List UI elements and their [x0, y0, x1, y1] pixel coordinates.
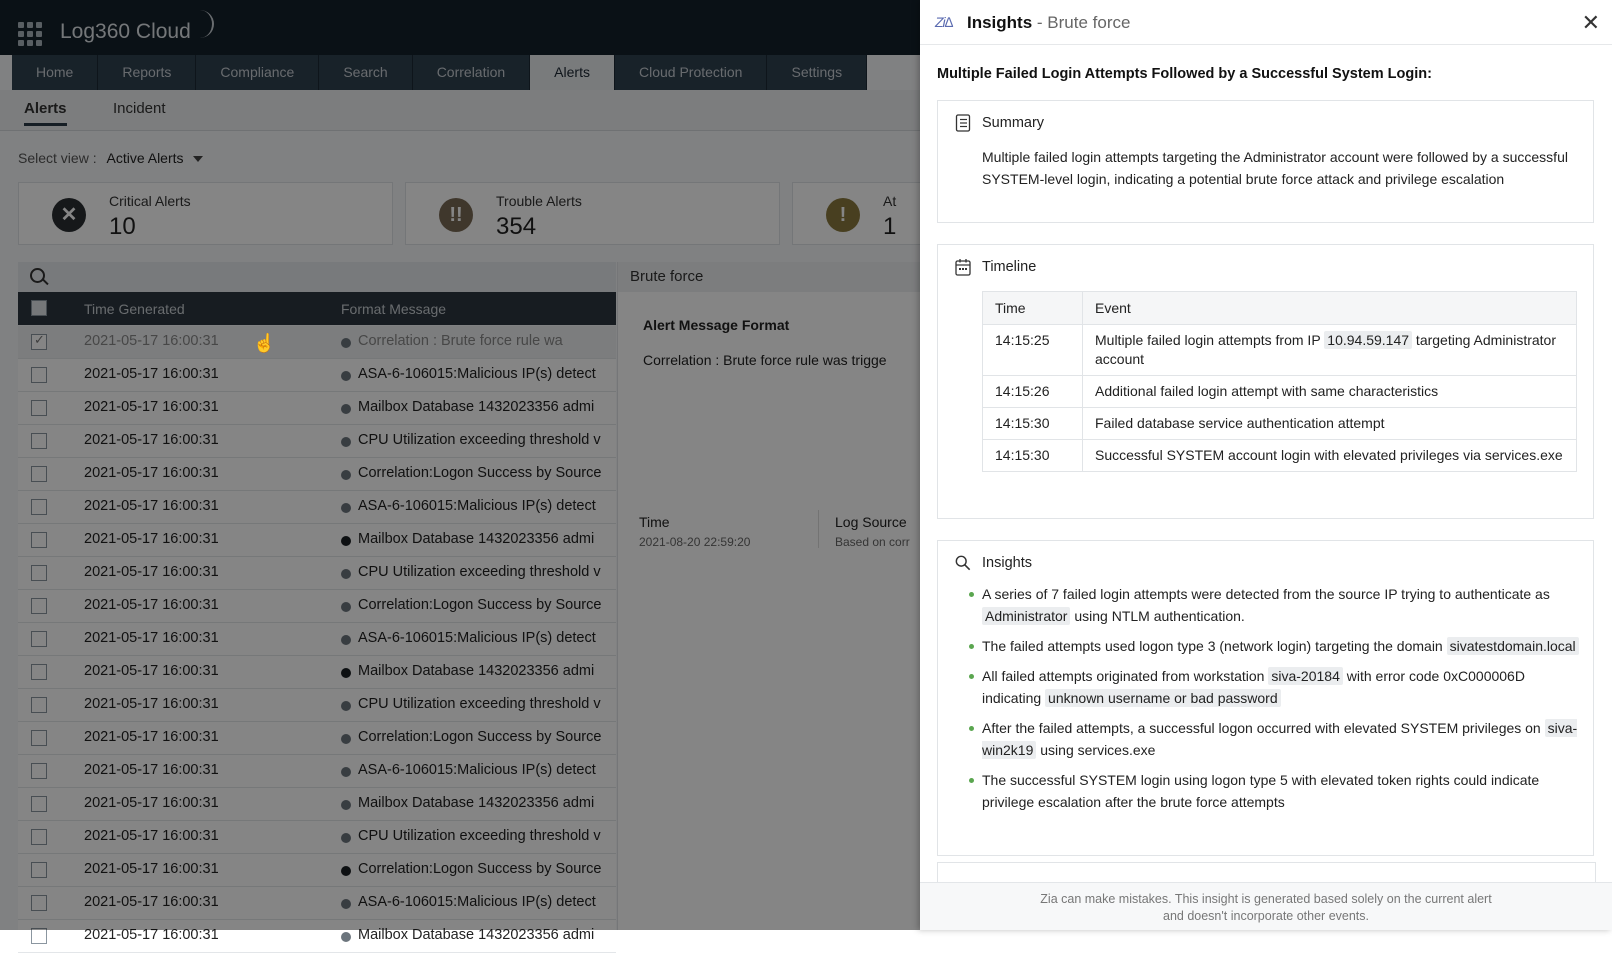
timeline-row — [983, 408, 1577, 440]
highlight-token: unknown username or bad password — [1045, 689, 1281, 707]
timeline-event — [1083, 325, 1577, 376]
summary-title: Summary — [982, 115, 1045, 131]
row-time: 2021-05-17 16:00:31 — [84, 333, 219, 349]
text-segment: targeting Administrator account — [1095, 332, 1557, 367]
row-message: CPU Utilization exceeding threshold v — [358, 696, 601, 712]
timeline-header-time: Time — [983, 292, 1083, 325]
card-count: 10 — [109, 213, 136, 240]
timeline-time: 14:15:30 — [983, 408, 1083, 440]
disclaimer-line-2: and doesn't incorporate other events. — [1163, 909, 1369, 923]
tab-alerts[interactable]: Alerts — [24, 100, 67, 126]
highlight-token: siva-win2k19 — [982, 720, 1578, 758]
row-time: 2021-05-17 16:00:31 — [84, 465, 219, 481]
row-message: Mailbox Database 1432023356 admi — [358, 399, 595, 415]
row-time: 2021-05-17 16:00:31 — [84, 729, 219, 745]
row-time: 2021-05-17 16:00:31 — [84, 630, 219, 646]
row-message: CPU Utilization exceeding threshold v — [358, 828, 601, 844]
highlight-token: Administrator — [982, 607, 1070, 625]
disclaimer-line-1: Zia can make mistakes. This insight is generated based solely on the current alert — [1040, 892, 1492, 906]
row-time: 2021-05-17 16:00:31 — [84, 564, 219, 580]
timeline-title: Timeline — [982, 259, 1037, 275]
row-message: ASA-6-106015:Malicious IP(s) detect — [358, 894, 596, 910]
detail-title: Brute force — [618, 262, 921, 292]
text-segment: After the failed attempts, a successful logon occurred with elevated SYSTEM privileges on — [982, 720, 1545, 736]
disclaimer-footer — [920, 882, 1612, 930]
alert-format-value: Correlation : Brute force rule was trigge — [643, 352, 887, 368]
insight-heading: Multiple Failed Login Attempts Followed by a Successful System Login: — [937, 66, 1432, 82]
insight-item — [982, 635, 1582, 657]
summary-section — [937, 100, 1594, 223]
text-segment: Multiple failed login attempts from IP — [1095, 332, 1325, 348]
text-segment: All failed attempts originated from workstation — [982, 668, 1269, 684]
row-message: ASA-6-106015:Malicious IP(s) detect — [358, 498, 596, 514]
timeline-table — [982, 291, 1577, 472]
nav-home[interactable]: Home — [12, 55, 98, 90]
text-segment: Additional failed login attempt with same characteristics — [1095, 383, 1439, 399]
timeline-time: 14:15:26 — [983, 376, 1083, 408]
row-message: Correlation:Logon Success by Source — [358, 465, 602, 481]
panel-title-main: Insights — [967, 13, 1033, 32]
row-checkbox[interactable] — [31, 928, 47, 944]
row-message: Mailbox Database 1432023356 admi — [358, 531, 595, 547]
timeline-row — [983, 440, 1577, 472]
text-segment: Successful SYSTEM account login with elevated privileges via services.exe — [1095, 447, 1563, 463]
timeline-event — [1083, 376, 1577, 408]
text-segment: with error code 0xC000006D indicating — [982, 668, 1525, 706]
panel-title-sub: - Brute force — [1036, 13, 1131, 32]
nav-alerts[interactable]: Alerts — [530, 55, 615, 90]
nav-settings[interactable]: Settings — [767, 55, 867, 90]
highlight-token: siva-20184 — [1268, 667, 1343, 685]
row-message: Mailbox Database 1432023356 admi — [358, 663, 595, 679]
highlight-token: sivatestdomain.local — [1447, 637, 1579, 655]
row-time: 2021-05-17 16:00:31 — [84, 663, 219, 679]
insights-title: Insights — [982, 555, 1032, 571]
exclamation-icon: ! — [826, 198, 860, 232]
row-time: 2021-05-17 16:00:31 — [84, 828, 219, 844]
insight-item — [982, 769, 1582, 813]
nav-compliance[interactable]: Compliance — [196, 55, 319, 90]
timeline-header-event: Event — [1083, 292, 1577, 325]
row-time: 2021-05-17 16:00:31 — [84, 696, 219, 712]
app-logo: Log360 Cloud — [60, 20, 191, 43]
severity-dot-icon — [341, 932, 351, 942]
tab-incident[interactable]: Incident — [113, 100, 166, 117]
insights-panel — [920, 0, 1612, 930]
insight-item — [982, 717, 1582, 761]
row-message: ASA-6-106015:Malicious IP(s) detect — [358, 762, 596, 778]
row-message: Correlation:Logon Success by Source — [358, 597, 602, 613]
summary-text: Multiple failed login attempts targeting the Administrator account were followed by a successful SYSTEM-level login, indicating a potential brute force attack and privilege escalation — [982, 149, 1568, 187]
timeline-row — [983, 325, 1577, 376]
timeline-event — [1083, 440, 1577, 472]
row-time: 2021-05-17 16:00:31 — [84, 432, 219, 448]
row-time: 2021-05-17 16:00:31 — [84, 597, 219, 613]
card-count: 1 — [883, 213, 897, 240]
card-label: Trouble Alerts — [496, 193, 582, 209]
row-time: 2021-05-17 16:00:31 — [84, 894, 219, 910]
insight-item — [982, 583, 1582, 627]
row-checkbox[interactable]: ✓ — [31, 334, 47, 350]
panel-title — [967, 13, 1130, 33]
insights-list — [982, 583, 1582, 821]
row-message: ASA-6-106015:Malicious IP(s) detect — [358, 630, 596, 646]
nav-cloud-protection[interactable]: Cloud Protection — [615, 55, 768, 90]
row-time: 2021-05-17 16:00:31 — [84, 531, 219, 547]
next-section-edge — [937, 862, 1596, 883]
card-count: 354 — [496, 213, 537, 240]
row-message: Correlation:Logon Success by Source — [358, 861, 602, 877]
row-message: Correlation:Logon Success by Source — [358, 729, 602, 745]
text-segment: The failed attempts used logon type 3 (network login) targeting the domain — [982, 638, 1447, 654]
time-value: 2021-08-20 22:59:20 — [639, 535, 751, 549]
select-view-value[interactable]: Active Alerts — [106, 150, 184, 166]
double-exclamation-icon: !! — [439, 198, 473, 232]
row-message: Mailbox Database 1432023356 admi — [358, 795, 595, 811]
text-segment: Failed database service authentication attempt — [1095, 415, 1385, 431]
text-segment: A series of 7 failed login attempts were detected from the source IP trying to authenticate as — [982, 586, 1550, 602]
row-message: Mailbox Database 1432023356 admi — [358, 927, 595, 943]
nav-correlation[interactable]: Correlation — [413, 55, 530, 90]
row-message: CPU Utilization exceeding threshold v — [358, 432, 601, 448]
nav-reports[interactable]: Reports — [98, 55, 196, 90]
row-time: 2021-05-17 16:00:31 — [84, 366, 219, 382]
card-label: At — [883, 193, 897, 209]
timeline-event — [1083, 408, 1577, 440]
row-message: CPU Utilization exceeding threshold v — [358, 564, 601, 580]
hand-cursor-icon: ☝ — [253, 333, 276, 353]
x-circle-icon: ✕ — [52, 198, 86, 232]
row-time: 2021-05-17 16:00:31 — [84, 795, 219, 811]
time-label: Time — [639, 514, 670, 530]
text-segment: using NTLM authentication. — [1070, 608, 1245, 624]
header-format-message[interactable]: Format Message — [341, 301, 447, 317]
log-source-value: Based on corr — [835, 535, 910, 549]
log-source-label: Log Source — [835, 514, 907, 530]
highlight-token: 10.94.59.147 — [1324, 331, 1412, 349]
search-icon — [955, 554, 971, 572]
alert-format-label: Alert Message Format — [643, 317, 790, 333]
zia-icon: Zi∆ — [935, 14, 953, 30]
document-icon — [955, 114, 971, 132]
insights-section — [937, 540, 1594, 856]
timeline-time: 14:15:30 — [983, 440, 1083, 472]
text-segment: The successful SYSTEM login using logon type 5 with elevated token rights could indicate privilege escalation after the brute force attempts — [982, 772, 1540, 810]
text-segment: using services.exe — [1036, 742, 1156, 758]
timeline-time: 14:15:25 — [983, 325, 1083, 376]
close-icon[interactable]: ✕ — [1581, 10, 1600, 35]
panel-header — [920, 0, 1612, 45]
timeline-section — [937, 244, 1594, 519]
timeline-row — [983, 376, 1577, 408]
card-label: Critical Alerts — [109, 193, 191, 209]
row-time: 2021-05-17 16:00:31 — [84, 762, 219, 778]
insight-item — [982, 665, 1582, 709]
nav-search[interactable]: Search — [319, 55, 412, 90]
select-view-label: Select view : — [18, 150, 97, 166]
row-message: ASA-6-106015:Malicious IP(s) detect — [358, 366, 596, 382]
calendar-icon — [955, 258, 971, 276]
row-message: Correlation : Brute force rule wa — [358, 333, 563, 349]
row-time: 2021-05-17 16:00:31 — [84, 927, 219, 943]
row-time: 2021-05-17 16:00:31 — [84, 399, 219, 415]
header-time-generated[interactable]: Time Generated — [84, 301, 185, 317]
row-time: 2021-05-17 16:00:31 — [84, 498, 219, 514]
row-time: 2021-05-17 16:00:31 — [84, 861, 219, 877]
